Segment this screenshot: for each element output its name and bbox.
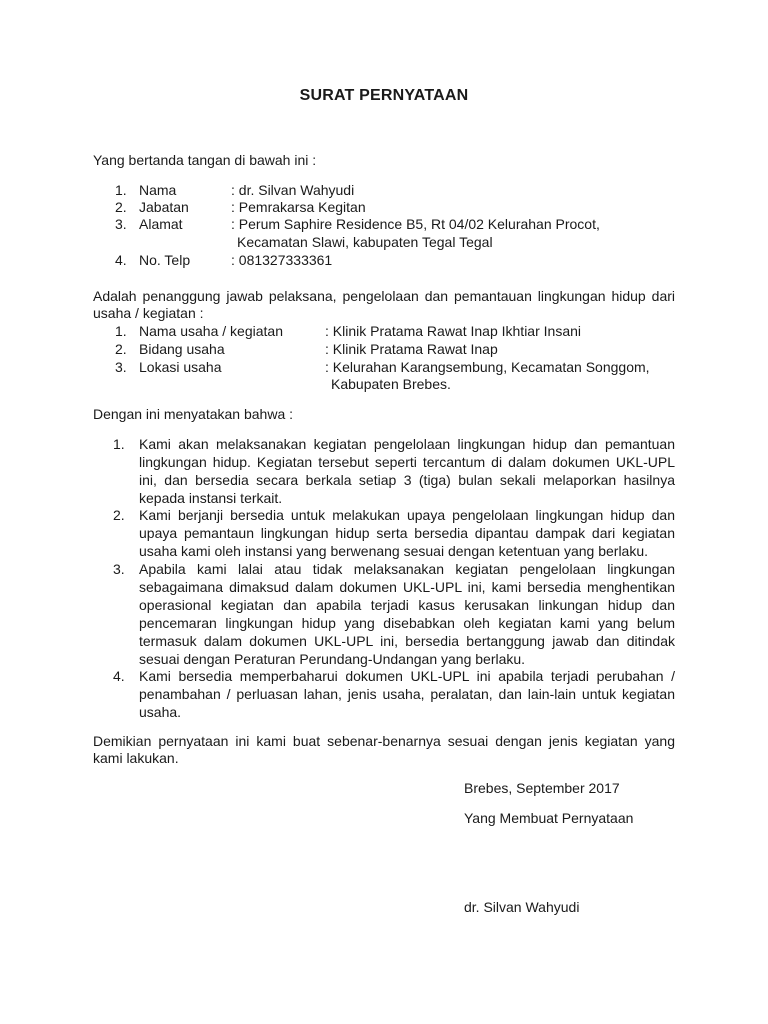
list-item: 1. Nama : dr. Silvan Wahyudi (115, 182, 355, 198)
list-item: 1. Nama usaha / kegiatan : Klinik Pratama Rawat Inap Ikhtiar Insani (115, 323, 582, 339)
list-item: 2. Jabatan : Pemrakarsa Kegitan (115, 199, 366, 215)
intro-text: Yang bertanda tangan di bawah ini : (93, 152, 317, 168)
maker-label: Yang Membuat Pernyataan (464, 810, 634, 826)
list-item: 3. Alamat : Perum Saphire Residence B5, Rt 04/02 Kelurahan Procot, (115, 216, 600, 232)
declaration-text: Dengan ini menyatakan bahwa : (93, 406, 294, 422)
place-date: Brebes, September 2017 (464, 780, 620, 796)
closing-text-cont: kami lakukan. (93, 750, 179, 766)
list-item-continuation: Kecamatan Slawi, kabupaten Tegal Tegal (237, 234, 493, 250)
responsibility-text-cont: usaha / kegiatan : (93, 305, 204, 321)
list-item: 4. No. Telp : 081327333361 (115, 252, 333, 268)
document-page: SURAT PERNYATAAN Yang bertanda tangan di bawah ini : 1. Nama : dr. Silvan Wahyudi 2. Jabatan : Pemrakarsa Kegitan 3. Alamat : Perum Saphire Residence B5, Rt 04/02 Kelurahan Procot, Kecamatan Slawi, kabupaten Tegal Tegal 4. No. Telp : 081327333361 Adalah penanggung jawab pelaksana, pengelolaan dan pemantauan lingkungan hidup dari usaha / kegiatan : 1. Nama usaha / kegiatan : Klinik Pratama Rawat Inap Ikhtiar Insani 2. Bidang usaha : Klinik Pratama Rawat Inap 3. Lokasi usaha : Kelurahan Karangsembung, Kecamatan Songgom, Kabupaten Brebes. Dengan ini menyatakan bahwa : 1. Kami akan melaksanakan kegiatan pengelolaan lingkungan hidup dan pemantuan lingkungan hidup. Kegiatan tersebut seperti tercantum di dalam dokumen UKL-UPL ini, dan bersedia secara berkala setiap 3 (tiga) bulan sekali melaporkan hasilnya kepada instansi terkait. 2. Kami berjanji bersedia untuk melakukan upaya pengelolaan lingkungan hidup dan upaya pemantaun lingkungan hidup serta bersedia dipantau dampak dari kegiatan usaha kami oleh instansi yang berwenang sesuai dengan ketentuan yang berlaku. 3. Apabila kami lalai atau tidak melaksanakan kegiatan pengelolaan lingkungan sebagaimana dimaksud dalam dokumen UKL-UPL ini, kami bersedia menghentikan operasional kegiatan dan apabila terjadi kasus kerusakan linkungan hidup dan pencemaran lingkungan hidup yang disebabkan oleh kegiatan kami yang belum termasuk dalam dokumen UKL-UPL ini, bersedia bertanggung jawab dan ditindak sesuai dengan Peraturan Perundang-Undangan yang berlaku. 4. Kami bersedia memperbaharui dokumen UKL-UPL ini apabila terjadi perubahan / penambahan / perluasan lahan, jenis usaha, peralatan, dan lain-lain untuk kegiatan usaha. Demikian pernyataan ini kami buat sebenar-benarnya sesuai dengan jenis kegiatan yang kami lakukan. Brebes, September 2017 Yang Membuat Pernyataan dr. Silvan Wahyudi (0, 0, 768, 1024)
signer-name: dr. Silvan Wahyudi (464, 899, 580, 915)
list-item-continuation: Kabupaten Brebes. (331, 376, 451, 392)
responsibility-text: Adalah penanggung jawab pelaksana, pengelolaan dan pemantauan lingkungan hidup dari (93, 288, 675, 304)
list-item: 2. Bidang usaha : Klinik Pratama Rawat Inap (115, 341, 498, 357)
list-item: 3. Lokasi usaha : Kelurahan Karangsembung, Kecamatan Songgom, (115, 359, 650, 375)
closing-text: Demikian pernyataan ini kami buat sebenar-benarnya sesuai dengan jenis kegiatan yang (93, 733, 675, 749)
document-title: SURAT PERNYATAAN (299, 87, 469, 104)
